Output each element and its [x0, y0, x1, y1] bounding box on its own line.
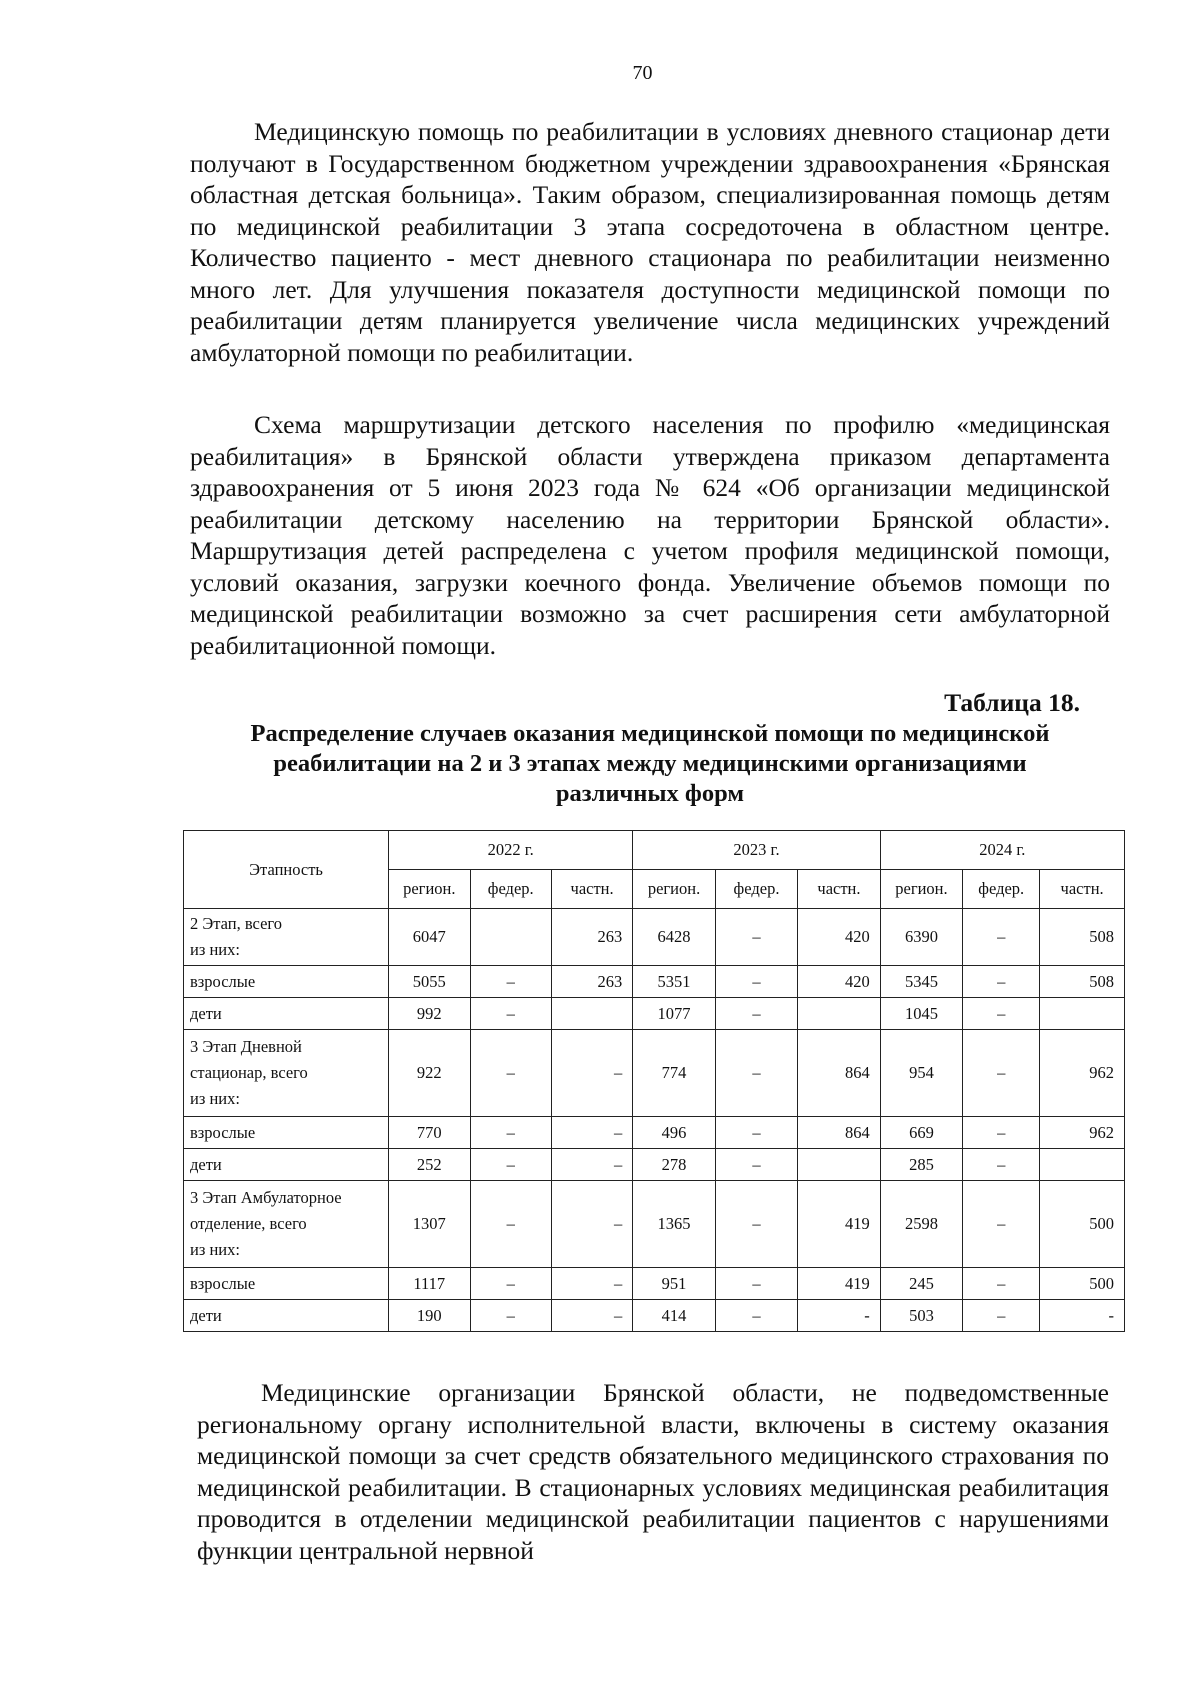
table-cell: 1365 — [633, 1181, 715, 1268]
table-cell: 500 — [1040, 1268, 1125, 1300]
row-label-line: 2 Этап, всего — [190, 914, 283, 933]
row-label-line: отделение, всего — [190, 1214, 307, 1233]
table-row — [184, 1181, 1125, 1268]
table-cell: 420 — [798, 966, 880, 998]
table-cell: – — [963, 966, 1040, 998]
table-cell: 5351 — [633, 966, 715, 998]
paragraph-routing-scheme — [190, 409, 1110, 661]
column-header-org-type: регион. — [633, 870, 715, 909]
table-cell: 414 — [633, 1300, 715, 1332]
table-cell: – — [715, 1030, 797, 1117]
table-cell: – — [963, 1149, 1040, 1181]
column-header-org-type: частн. — [798, 870, 880, 909]
table-cell: 962 — [1040, 1117, 1125, 1149]
table-cell: 922 — [389, 1030, 470, 1117]
row-label — [184, 1268, 389, 1300]
table-cell: 954 — [880, 1030, 962, 1117]
paragraph-routing-intro — [190, 116, 1110, 368]
table-body — [184, 909, 1125, 1332]
table-cell: 245 — [880, 1268, 962, 1300]
table-title-line: различных форм — [555, 780, 745, 807]
table-cell: – — [551, 1117, 632, 1149]
row-label-line: 3 Этап Амбулаторное — [190, 1188, 342, 1207]
table-cell: 6428 — [633, 909, 715, 966]
row-label-line: дети — [190, 1154, 222, 1174]
paragraph: Схема маршрутизации детского населения по профилю «медицинская реабилитация» в Брянской области утверждена приказом департамента здравоохранения от 5 июня 2023 года № 624 «Об организации медицинской реабилитации детскому населению на территории Брянской области». Маршрутизация детей распределена с учетом профиля медицинской помощи, условий оказания, загрузки коечного фонда. Увеличение объемов помощи по медицинской реабилитации возможно за счет расширения сети амбулаторной реабилитационной помощи. — [190, 410, 1110, 660]
row-label-line: стационар, всего — [190, 1063, 308, 1082]
table-header-row — [184, 831, 1125, 870]
paragraph: Медицинскую помощь по реабилитации в условиях дневного стационар дети получают в Государственном бюджетном учреждении здравоохранения «Брянская областная детская больница». Таким образом, специализированная помощь детям по медицинской реабилитации 3 этапа сосредоточена в областном центре. Количество пациенто - мест дневного стационара по реабилитации неизменно много лет. Для улучшения показателя доступности медицинской помощи по реабилитации детям планируется увеличение числа медицинских учреждений амбулаторной помощи по реабилитации. — [190, 117, 1110, 367]
table-cell — [551, 998, 632, 1030]
table-cell: – — [963, 1030, 1040, 1117]
table-cell: – — [470, 1117, 551, 1149]
row-label — [184, 1149, 389, 1181]
table-cell: – — [470, 1300, 551, 1332]
row-label — [184, 998, 389, 1030]
table-cell: - — [1040, 1300, 1125, 1332]
table-cell: – — [963, 1300, 1040, 1332]
page-number: 70 — [632, 62, 653, 84]
table-cell: – — [470, 966, 551, 998]
table-cell: 1045 — [880, 998, 962, 1030]
table-cell: 1077 — [633, 998, 715, 1030]
table-cell: 419 — [798, 1268, 880, 1300]
table-cell: 962 — [1040, 1030, 1125, 1117]
table-row — [184, 909, 1125, 966]
column-header-org-type: федер. — [715, 870, 797, 909]
paragraph-non-subordinate-orgs — [197, 1377, 1109, 1566]
row-label-line: дети — [190, 1003, 222, 1023]
table-cell: – — [963, 1117, 1040, 1149]
table-cell: 1307 — [389, 1181, 470, 1268]
table-cell: – — [963, 1181, 1040, 1268]
paragraph: Медицинские организации Брянской области, не подведомственные региональному органу исполнительной власти, включены в систему оказания медицинской помощи за счет средств обязательного медицинского страхования по медицинской реабилитации. В стационарных условиях медицинская реабилитация проводится в отделении медицинской реабилитации пациентов с нарушениями функции центральной нервной — [197, 1378, 1109, 1565]
table-caption: Таблица 18. — [944, 688, 1080, 717]
column-header-org-type: федер. — [963, 870, 1040, 909]
table-title-line: Распределение случаев оказания медицинской помощи по медицинской — [250, 720, 1050, 747]
table-cell — [470, 909, 551, 966]
row-label — [184, 966, 389, 998]
row-label-line: из них: — [190, 1089, 240, 1108]
table-row — [184, 1149, 1125, 1181]
table-cell: 419 — [798, 1181, 880, 1268]
table-cell: – — [715, 966, 797, 998]
table-cell: – — [715, 1300, 797, 1332]
table-cell: – — [715, 1149, 797, 1181]
table-cell — [798, 998, 880, 1030]
table-cell: 864 — [798, 1117, 880, 1149]
column-header-org-type: федер. — [470, 870, 551, 909]
column-header-year: 2024 г. — [880, 831, 1124, 870]
table-cell: – — [715, 1268, 797, 1300]
table-cell — [1040, 1149, 1125, 1181]
table-cell: 770 — [389, 1117, 470, 1149]
table-cell: 2598 — [880, 1181, 962, 1268]
table-cell: 285 — [880, 1149, 962, 1181]
table-cell: – — [551, 1300, 632, 1332]
table-title-line: реабилитации на 2 и 3 этапах между медицинскими организациями — [273, 750, 1027, 777]
table-cell: – — [551, 1181, 632, 1268]
column-header-org-type: регион. — [880, 870, 962, 909]
row-label — [184, 909, 389, 966]
column-header-org-type: регион. — [389, 870, 470, 909]
table-row — [184, 966, 1125, 998]
table-cell: 263 — [551, 909, 632, 966]
row-label — [184, 1030, 389, 1117]
row-label-line: взрослые — [190, 971, 256, 991]
table-cell: 864 — [798, 1030, 880, 1117]
row-label — [184, 1181, 389, 1268]
column-header-year: 2022 г. — [389, 831, 633, 870]
row-label-line: взрослые — [190, 1273, 256, 1293]
table-cell: – — [715, 909, 797, 966]
row-label-line: 3 Этап Дневной — [190, 1037, 302, 1056]
table-cell: 503 — [880, 1300, 962, 1332]
table-cell: – — [715, 998, 797, 1030]
column-header-org-type: частн. — [1040, 870, 1125, 909]
table-row — [184, 1117, 1125, 1149]
table-cell: – — [470, 1030, 551, 1117]
table-cell: 190 — [389, 1300, 470, 1332]
table-cell: 5055 — [389, 966, 470, 998]
table-cell: 263 — [551, 966, 632, 998]
table-cell: 508 — [1040, 909, 1125, 966]
column-header-org-type: частн. — [551, 870, 632, 909]
table-title — [190, 719, 1110, 809]
row-label — [184, 1300, 389, 1332]
column-header-year: 2023 г. — [633, 831, 880, 870]
row-label-line: взрослые — [190, 1122, 256, 1142]
table-cell: 6047 — [389, 909, 470, 966]
table-cell: 6390 — [880, 909, 962, 966]
table-cell: 1117 — [389, 1268, 470, 1300]
table-cell: 5345 — [880, 966, 962, 998]
table-cell: 774 — [633, 1030, 715, 1117]
row-label — [184, 1117, 389, 1149]
table-cell: - — [798, 1300, 880, 1332]
table-cell: 951 — [633, 1268, 715, 1300]
table-row — [184, 1030, 1125, 1117]
table-cell: – — [470, 1268, 551, 1300]
table-cell: – — [551, 1268, 632, 1300]
table-cell: 500 — [1040, 1181, 1125, 1268]
table-cell: – — [470, 1181, 551, 1268]
table-cell: 252 — [389, 1149, 470, 1181]
table-cell: – — [963, 909, 1040, 966]
table-cell: 669 — [880, 1117, 962, 1149]
table-row — [184, 998, 1125, 1030]
table-cell: – — [715, 1117, 797, 1149]
rehabilitation-cases-table — [183, 830, 1125, 1332]
table-row — [184, 1300, 1125, 1332]
table-cell: – — [470, 1149, 551, 1181]
table-cell: – — [551, 1149, 632, 1181]
table-cell: 992 — [389, 998, 470, 1030]
table-cell: 508 — [1040, 966, 1125, 998]
table-cell: – — [470, 998, 551, 1030]
table-cell: – — [715, 1181, 797, 1268]
table-cell: 278 — [633, 1149, 715, 1181]
table-cell: – — [551, 1030, 632, 1117]
table-cell: 420 — [798, 909, 880, 966]
column-header-stage: Этапность — [184, 831, 389, 909]
row-label-line: из них: — [190, 1240, 240, 1259]
row-label-line: дети — [190, 1305, 222, 1325]
table-row — [184, 1268, 1125, 1300]
row-label-line: из них: — [190, 940, 240, 959]
table-cell — [798, 1149, 880, 1181]
table-cell — [1040, 998, 1125, 1030]
table-cell: 496 — [633, 1117, 715, 1149]
table-cell: – — [963, 998, 1040, 1030]
table-cell: – — [963, 1268, 1040, 1300]
